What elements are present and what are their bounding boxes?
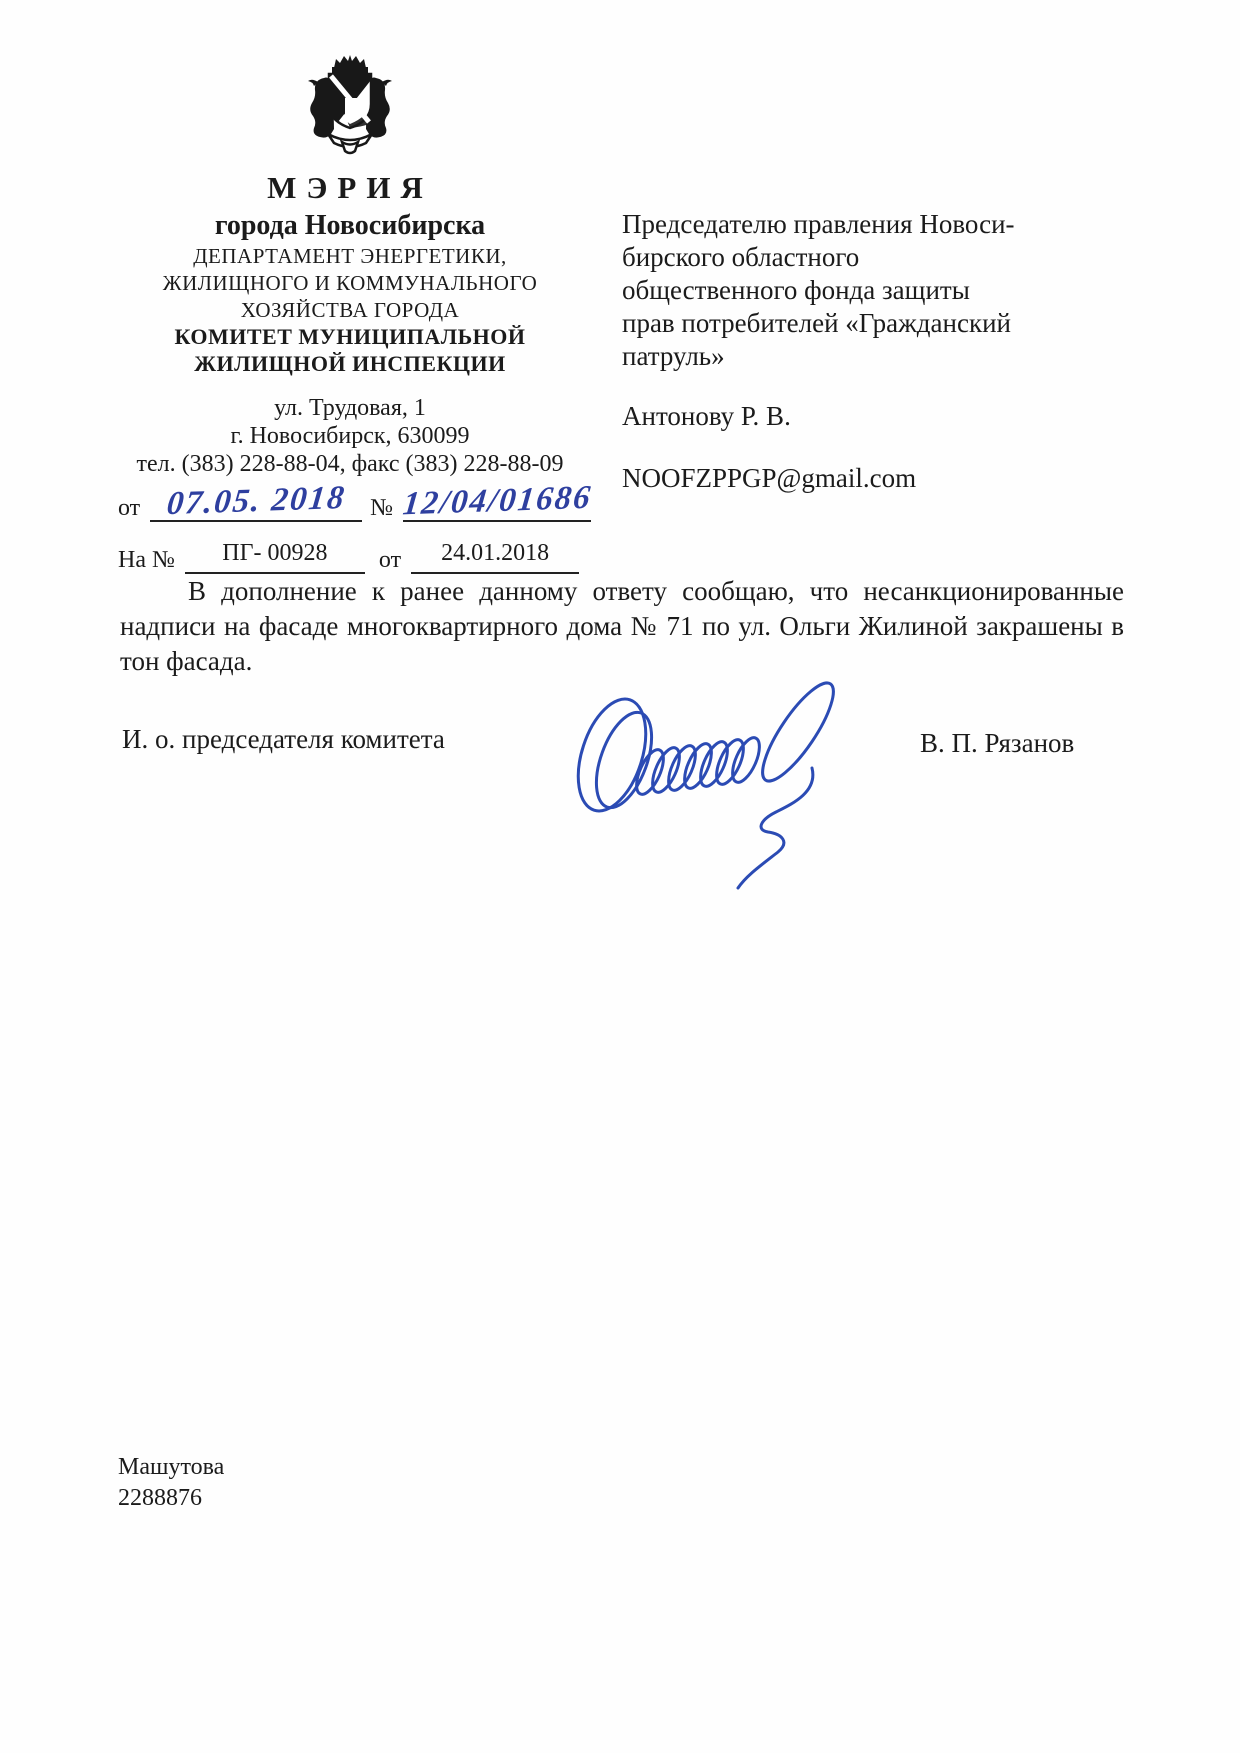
committee-line2: ЖИЛИЩНОЙ ИНСПЕКЦИИ (194, 351, 506, 376)
outgoing-number-field (401, 479, 594, 523)
novosibirsk-coat-of-arms-icon (90, 52, 610, 164)
outgoing-date-field (150, 479, 362, 523)
address-street: ул. Трудовая, 1 (274, 395, 426, 421)
recipient-line: Председателю правления Новоси- (622, 209, 1015, 239)
recipient-line: общественного фонда защиты (622, 275, 970, 305)
executor-phone: 2288876 (118, 1485, 202, 1511)
recipient-name: Антонову Р. В. (622, 401, 791, 431)
department-line1: ДЕПАРТАМЕНТ ЭНЕРГЕТИКИ, (193, 244, 507, 268)
outgoing-date-handwritten: 07.05. 2018 (164, 479, 348, 523)
outgoing-number-handwritten: 12/04/01686 (401, 479, 594, 523)
signer-position-title: И. о. председателя комитета (122, 724, 445, 754)
letterhead (90, 52, 610, 574)
org-name-line1: МЭРИЯ (267, 170, 433, 205)
from-label: от (118, 495, 141, 521)
org-name-line2: города Новосибирска (214, 210, 486, 241)
handwritten-signature (560, 680, 890, 890)
recipient-line: прав потребителей «Гражданский (622, 308, 1011, 338)
recipient-line: бирского областного (622, 242, 860, 272)
reply-from-label: от (378, 547, 402, 573)
recipient-email: NOOFZPPGP@gmail.com (622, 463, 917, 493)
recipient-block (622, 208, 1102, 495)
executor-name: Машутова (118, 1454, 225, 1480)
committee-line1: КОМИТЕТ МУНИЦИПАЛЬНОЙ (174, 324, 526, 349)
incoming-number: ПГ- 00928 (222, 540, 328, 566)
recipient-line: патруль» (622, 341, 725, 371)
outgoing-ref-line (118, 479, 610, 523)
reply-to-label: На № (118, 547, 175, 573)
address-phone-fax: тел. (383) 228-88-04, факс (383) 228-88-09 (136, 451, 564, 477)
executor-block (118, 1452, 224, 1514)
incoming-ref-line (118, 536, 610, 574)
incoming-date-field (411, 536, 579, 574)
incoming-number-field (185, 536, 365, 574)
address-city: г. Новосибирск, 630099 (230, 423, 470, 449)
department-line3: ХОЗЯЙСТВА ГОРОДА (240, 298, 460, 322)
signer-name: В. П. Рязанов (920, 728, 1075, 758)
department-line2: ЖИЛИЩНОГО И КОММУНАЛЬНОГО (162, 271, 538, 295)
number-label: № (370, 495, 394, 521)
letter-body-paragraph: В дополнение к ранее данному ответу сообщаю, что несанкционированные надписи на фасаде многоквартирного дома № 71 по ул. Ольги Жилиной закрашены в тон фасада. (120, 576, 1124, 676)
incoming-date: 24.01.2018 (441, 540, 550, 566)
